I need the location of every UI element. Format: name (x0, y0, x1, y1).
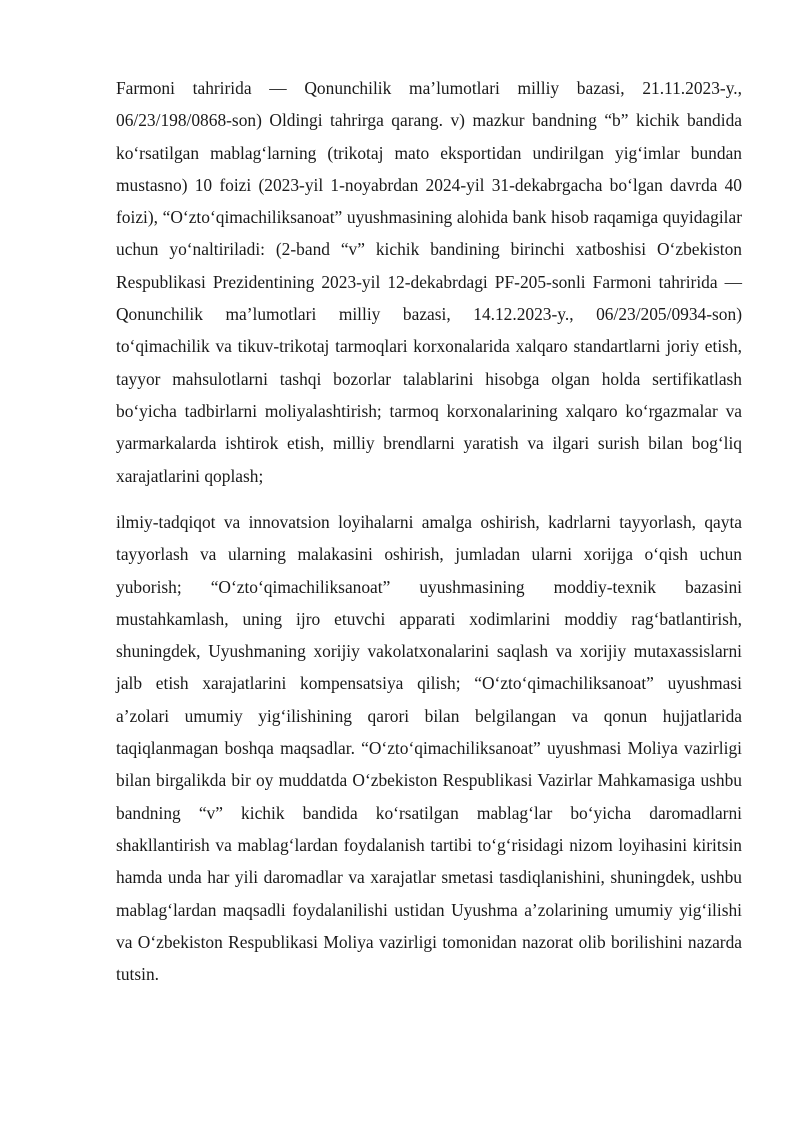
paragraph-1-text: Farmoni tahririda — Qonunchilik ma’lumotlari milliy bazasi, 21.11.2023-y., 06/23/198/0868-son) Oldingi tahrirga qarang. v) mazkur bandning “b” kichik bandida ko‘rsatilgan mablag‘larning (trikotaj mato eksportidan undirilgan yig‘imlar bundan mustasno) 10 foizi (2023-yil 1-noyabrdan 2024-yil 31-dekabrgacha bo‘lgan davrda 40 foizi), “O‘zto‘qimachiliksanoat” uyushmasining alohida bank hisob raqamiga quyidagilar uchun yo‘naltiriladi: (2-band “v” kichik bandining birinchi xatboshisi O‘zbekiston Respublikasi Prezidentining 2023-yil 12-dekabrdagi PF-205-sonli Farmoni tahririda — Qonunchilik ma’lumotlari milliy bazasi, 14.12.2023-y., 06/23/205/0934-son) to‘qimachilik va tikuv-trikotaj tarmoqlari korxonalarida xalqaro standartlarni joriy etish, tayyor mahsulotlarni tashqi bozorlar talablarini hisobga olgan holda sertifikatlash bo‘yicha tadbirlarni moliyalashtirish; tarmoq korxonalarining xalqaro ko‘rgazmalar va yarmarkalarda ishtirok etish, milliy brendlarni yaratish va ilgari surish bilan bog‘liq xarajatlarini qoplash; (116, 78, 742, 486)
paragraph-2 (116, 506, 742, 990)
paragraph-2-text: ilmiy-tadqiqot va innovatsion loyihalarni amalga oshirish, kadrlarni tayyorlash, qayta tayyorlash va ularning malakasini oshirish, jumladan ularni xorijga o‘qish uchun yuborish; “O‘zto‘qimachiliksanoat” uyushmasining moddiy-texnik bazasini mustahkamlash, uning ijro etuvchi apparati xodimlarini moddiy rag‘batlantirish, shuningdek, Uyushmaning xorijiy vakolatxonalarini saqlash va xorijiy mutaxassislarni jalb etish xarajatlarini kompensatsiya qilish; “O‘zto‘qimachiliksanoat” uyushmasi a’zolari umumiy yig‘ilishining qarori bilan belgilangan va qonun hujjatlarida taqiqlanmagan boshqa maqsadlar. “O‘zto‘qimachiliksanoat” uyushmasi Moliya vazirligi bilan birgalikda bir oy muddatda O‘zbekiston Respublikasi Vazirlar Mahkamasiga ushbu bandning “v” kichik bandida ko‘rsatilgan mablag‘lar bo‘yicha daromadlarni shakllantirish va mablag‘lardan foydalanish tartibi to‘g‘risidagi nizom loyihasini kiritsin hamda unda har yili daromadlar va xarajatlar smetasi tasdiqlanishini, shuningdek, ushbu mablag‘lardan maqsadli foydalanilishi ustidan Uyushma a’zolarining umumiy yig‘ilishi va O‘zbekiston Respublikasi Moliya vazirligi tomonidan nazorat olib borilishini nazarda tutsin. (116, 512, 742, 985)
paragraph-1 (116, 72, 742, 492)
